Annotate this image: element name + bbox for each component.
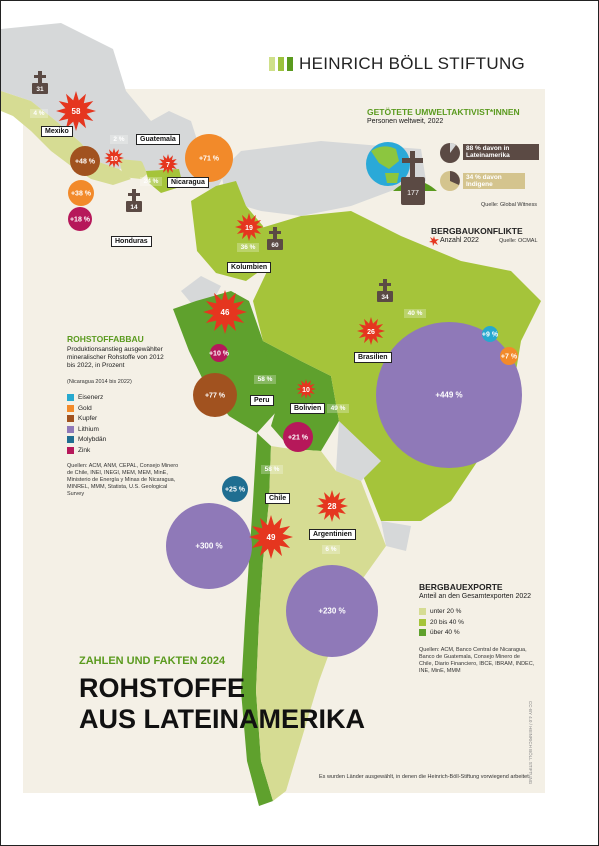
conflict-count: 19 (245, 225, 253, 232)
legend-label: unter 20 % (430, 608, 462, 615)
production-note: (Nicaragua 2014 bis 2022) (67, 379, 132, 385)
legend-swatch (67, 426, 74, 433)
country-label-brasilien: Brasilien (354, 352, 392, 363)
legend-item (419, 629, 460, 636)
production-bubble-label: +25 % (224, 486, 246, 494)
production-bubble-label: +10 % (208, 350, 230, 358)
conflict-count: 58 (71, 107, 81, 116)
legend-swatch (67, 447, 74, 454)
production-bubble-label: +38 % (70, 190, 92, 198)
country-label-bolivien: Bolivien (290, 403, 325, 414)
legend-label: Zink (78, 446, 91, 454)
legend-swatch (67, 436, 74, 443)
legend-label: Molybdän (78, 436, 107, 443)
conflict-count: 49 (266, 533, 276, 542)
killed-subtitle: Personen weltweit, 2022 (367, 118, 444, 125)
cross-icon (410, 151, 415, 179)
legend-item (67, 415, 97, 422)
legend-swatch (67, 405, 74, 412)
export-share: 4 % (33, 110, 45, 117)
legend-item (67, 394, 103, 401)
kicker: ZAHLEN UND FAKTEN 2024 (79, 655, 226, 667)
conflicts-title: BERGBAUKONFLIKTE (431, 226, 523, 236)
production-subtitle: Produktionsanstieg ausgewählter mineralischer Rohstoffe von 2012 bis 2022, in Prozent (67, 346, 164, 369)
production-bubble-label: +230 % (318, 606, 346, 616)
exports-sources: Quellen: ACM, Banco Central de Nicaragua, Banco de Guatemala, Consejo Minero de Chile, Diario Financiero, IBCE, IBRAM, INDEC, INE, MinE, MMM (419, 647, 535, 674)
headline-line-1: ROHSTOFFE (79, 673, 246, 703)
export-share: 49 % (330, 405, 346, 412)
conflict-count: 7 (166, 162, 170, 169)
country-label-peru: Peru (250, 395, 274, 406)
production-title: ROHSTOFFABBAU (67, 334, 144, 344)
credit: CC-BY 4.0 / HEINRICH BÖLL STIFTUNG (528, 701, 533, 785)
legend-swatch (419, 619, 426, 626)
legend-swatch (419, 629, 426, 636)
production-bubble-label: +7 % (500, 353, 518, 361)
conflict-count: 46 (220, 308, 230, 317)
conflict-count: 10 (110, 156, 118, 163)
killed-stat-indigenous: 34 % davon Indigene (463, 173, 525, 189)
footer-note: Es wurden Länder ausgewählt, in denen die Heinrich-Böll-Stiftung vorwiegend arbeitet. (319, 774, 531, 780)
production-sources: Quellen: ACM, ANM, CEPAL, Consejo Minero de Chile, INEI, INEGI, MEM, MEM, MinE, Ministerio de Energía y Minas de Nicaragua, MINREL, MMM, Statista, U.S. Geological Survey (67, 463, 179, 497)
legend-label: Lithium (78, 425, 99, 433)
production-bubble-label: +300 % (195, 541, 223, 551)
conflict-count: 10 (302, 387, 310, 394)
killed-count: 60 (271, 242, 279, 249)
logo-bar-1 (269, 57, 275, 71)
production-bubble-label: +21 % (287, 434, 309, 442)
legend-item (419, 608, 461, 615)
production-bubble-label: +48 % (74, 158, 96, 166)
export-share: 24 % (143, 178, 159, 185)
export-share: 36 % (240, 244, 256, 251)
logo-bar-3 (287, 57, 293, 71)
legend-item (67, 426, 99, 433)
production-bubble-label: +77 % (204, 392, 226, 400)
legend-label: Kupfer (78, 415, 98, 422)
export-share: 40 % (407, 310, 423, 317)
export-share: 58 % (257, 376, 273, 383)
legend-label: über 40 % (430, 629, 460, 636)
killed-stat-latam: 88 % davon in Lateinamerika (463, 144, 539, 160)
legend-swatch (419, 608, 426, 615)
killed-count: 31 (36, 86, 44, 93)
country-label-chile: Chile (265, 493, 290, 504)
conflict-star-icon (429, 236, 439, 246)
logo-bar-2 (278, 57, 284, 71)
exports-title: BERGBAUEXPORTE (419, 582, 503, 592)
legend-label: Eisenerz (78, 394, 104, 401)
conflicts-subtitle: Anzahl 2022 (440, 237, 479, 244)
export-share: 6 % (325, 546, 337, 553)
killed-total: 177 (407, 190, 419, 197)
legend-swatch (67, 415, 74, 422)
killed-title: GETÖTETE UMWELTAKTIVIST*INNEN (367, 107, 520, 117)
legend-label: Gold (78, 404, 92, 412)
brand-name: HEINRICH BÖLL STIFTUNG (299, 54, 526, 73)
legend-swatch (67, 394, 74, 401)
legend-item (419, 619, 464, 626)
country-label-guatemala: Guatemala (136, 134, 180, 145)
killed-source: Quelle: Global Witness (481, 202, 537, 208)
country-label-mexiko: Mexiko (41, 126, 73, 137)
conflicts-source: Quelle: OCMAL (499, 238, 538, 244)
country-label-honduras: Honduras (111, 236, 152, 247)
conflict-count: 28 (327, 502, 337, 511)
production-bubble-label: +449 % (435, 390, 463, 400)
headline-line-2: AUS LATEINAMERIKA (79, 704, 365, 734)
killed-count: 34 (381, 294, 389, 301)
legend-item (67, 436, 106, 443)
legend-label: 20 bis 40 % (430, 618, 464, 626)
export-share: 2 % (113, 136, 125, 143)
country-label-kolumbien: Kolumbien (227, 262, 271, 273)
production-bubble-label: +18 % (69, 216, 91, 224)
conflict-count: 26 (367, 329, 375, 336)
exports-subtitle: Anteil an den Gesamtexporten 2022 (419, 593, 532, 600)
country-label-nicaragua: Nicaragua (167, 177, 209, 188)
killed-count: 14 (130, 204, 138, 211)
legend-item (67, 447, 90, 454)
legend-item (67, 405, 92, 412)
production-bubble-label: +71 % (198, 155, 220, 163)
export-share: 58 % (264, 466, 280, 473)
country-label-argentinien: Argentinien (309, 529, 356, 540)
production-bubble-label: +9 % (481, 331, 499, 339)
